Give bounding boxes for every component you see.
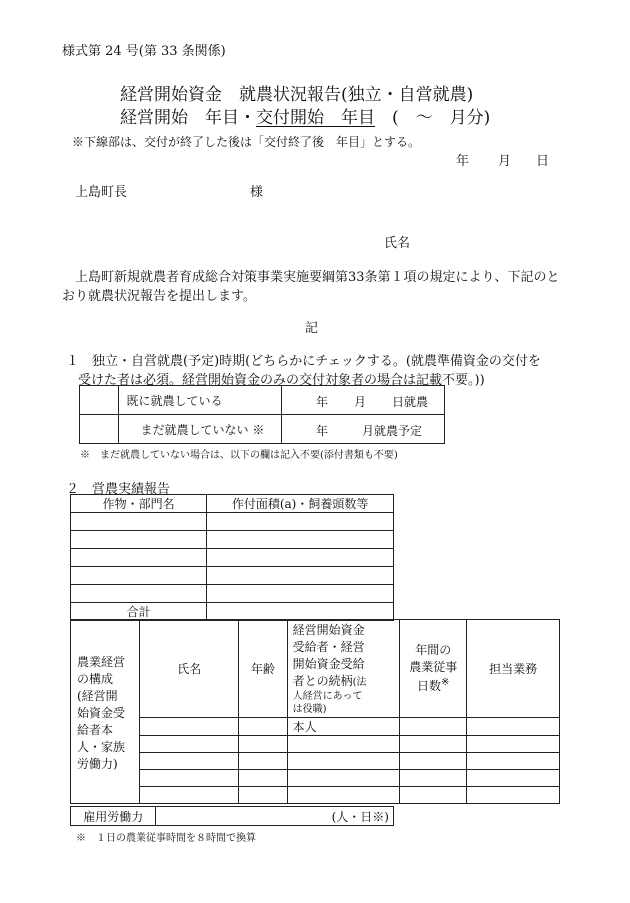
name-label: 氏名 xyxy=(384,236,411,251)
days-cell[interactable] xyxy=(400,770,467,787)
underline-note: ※下線部は、交付が終了した後は「交付終了後 年目」とする。 xyxy=(72,135,421,149)
days-cell[interactable] xyxy=(400,718,467,736)
area-cell[interactable] xyxy=(207,549,394,567)
duties-cell[interactable] xyxy=(467,736,560,753)
name-cell[interactable] xyxy=(140,753,239,770)
not-yet-farming-date[interactable] xyxy=(281,415,444,444)
section1-note: ※ まだ就農していない場合は、以下の欄は記入不要(添付書類も不要) xyxy=(80,450,398,461)
hired-labor-cell[interactable]: (人・日※) xyxy=(156,807,394,826)
col-duties: 担当業務 xyxy=(467,620,560,718)
check-cell-1[interactable] xyxy=(80,386,119,415)
age-cell[interactable] xyxy=(239,753,288,770)
section2-heading: ２ 営農実績報告 xyxy=(66,482,171,497)
age-cell[interactable] xyxy=(239,718,288,736)
row1-month: 月 xyxy=(353,395,366,409)
name-cell[interactable] xyxy=(140,787,239,804)
crop-cell[interactable] xyxy=(71,513,207,531)
date-day: 日 xyxy=(536,154,550,169)
row1-suffix: 日就農 xyxy=(391,395,428,409)
age-cell[interactable] xyxy=(239,736,288,753)
crop-cell[interactable] xyxy=(71,531,207,549)
relation-cell[interactable] xyxy=(287,770,400,787)
not-yet-farming-label: まだ就農していない ※ xyxy=(118,415,281,444)
total-label: 合計 xyxy=(71,603,207,621)
intro-line-2: おり就農状況報告を提出します。 xyxy=(62,289,256,304)
relation-cell[interactable] xyxy=(287,753,400,770)
start-date-table xyxy=(79,385,445,444)
name-cell[interactable] xyxy=(140,770,239,787)
intro-line-1: 上島町新規就農者育成総合対策事業実施要綱第33条第１項の規定により、下記のと xyxy=(75,270,560,285)
total-area-cell[interactable] xyxy=(207,603,394,621)
age-cell[interactable] xyxy=(239,770,288,787)
duties-cell[interactable] xyxy=(467,718,560,736)
already-farming-label: 既に就農している xyxy=(118,386,281,415)
age-cell[interactable] xyxy=(239,787,288,804)
title-line-2-a: 経営開始 年目・ xyxy=(120,108,256,128)
relation-cell[interactable] xyxy=(287,736,400,753)
section1-heading-2: 受けた者は必須。経営開始資金のみの交付対象者の場合は記載不要。)) xyxy=(78,373,485,388)
area-cell[interactable] xyxy=(207,513,394,531)
col-crop: 作物・部門名 xyxy=(71,495,207,513)
crop-cell[interactable] xyxy=(71,567,207,585)
labor-table xyxy=(70,619,560,804)
duties-cell[interactable] xyxy=(467,787,560,804)
date-year: 年 xyxy=(456,154,470,169)
name-cell[interactable] xyxy=(140,736,239,753)
col-area: 作付面積(a)・飼養頭数等 xyxy=(207,495,394,513)
relation-cell[interactable] xyxy=(287,787,400,804)
title-line-2-b: 交付開始 年目 xyxy=(256,108,375,128)
area-cell[interactable] xyxy=(207,531,394,549)
col-relation: 経営開始資金 受給者・経営 開始資金受給 者との続柄(法 人経営にあって は役職) xyxy=(287,620,400,718)
crop-cell[interactable] xyxy=(71,549,207,567)
name-cell[interactable] xyxy=(140,718,239,736)
col-age: 年齢 xyxy=(239,620,288,718)
form-number: 様式第 24 号(第 33 条関係) xyxy=(62,44,226,59)
row2-suffix: 月就農予定 xyxy=(361,424,422,438)
honorific: 様 xyxy=(250,185,264,200)
duties-cell[interactable] xyxy=(467,770,560,787)
check-cell-2[interactable] xyxy=(80,415,119,444)
addressee: 上島町長 xyxy=(75,185,128,200)
days-cell[interactable] xyxy=(400,787,467,804)
crop-cell[interactable] xyxy=(71,585,207,603)
row1-year: 年 xyxy=(315,395,328,409)
crop-table xyxy=(70,494,394,621)
labor-composition-label: 農業経営 の構成 (経営開 始資金受 給者本 人・家族 労働力) xyxy=(71,620,140,804)
area-cell[interactable] xyxy=(207,567,394,585)
date-month: 月 xyxy=(498,154,512,169)
hired-labor-table xyxy=(70,806,394,826)
days-cell[interactable] xyxy=(400,753,467,770)
title-line-2-c: ( ～ 月分) xyxy=(375,108,491,128)
footnote: ※ １日の農業従事時間を８時間で換算 xyxy=(76,833,256,844)
title-line-2 xyxy=(120,103,490,128)
col-name: 氏名 xyxy=(140,620,239,718)
section1-heading-1: １ 独立・自営就農(予定)時期(どちらかにチェックする。(就農準備資金の交付を xyxy=(66,354,541,369)
col-days: 年間の 農業従事 日数※ xyxy=(400,620,467,718)
duties-cell[interactable] xyxy=(467,753,560,770)
relation-cell-self: 本人 xyxy=(287,718,400,736)
hired-labor-label: 雇用労働力 xyxy=(71,807,156,826)
already-farming-date[interactable] xyxy=(281,386,444,415)
title-line-1: 経営開始資金 就農状況報告(独立・自営就農) xyxy=(120,85,474,105)
days-cell[interactable] xyxy=(400,736,467,753)
row2-year: 年 xyxy=(315,424,328,438)
ki-label: 記 xyxy=(305,321,319,336)
area-cell[interactable] xyxy=(207,585,394,603)
